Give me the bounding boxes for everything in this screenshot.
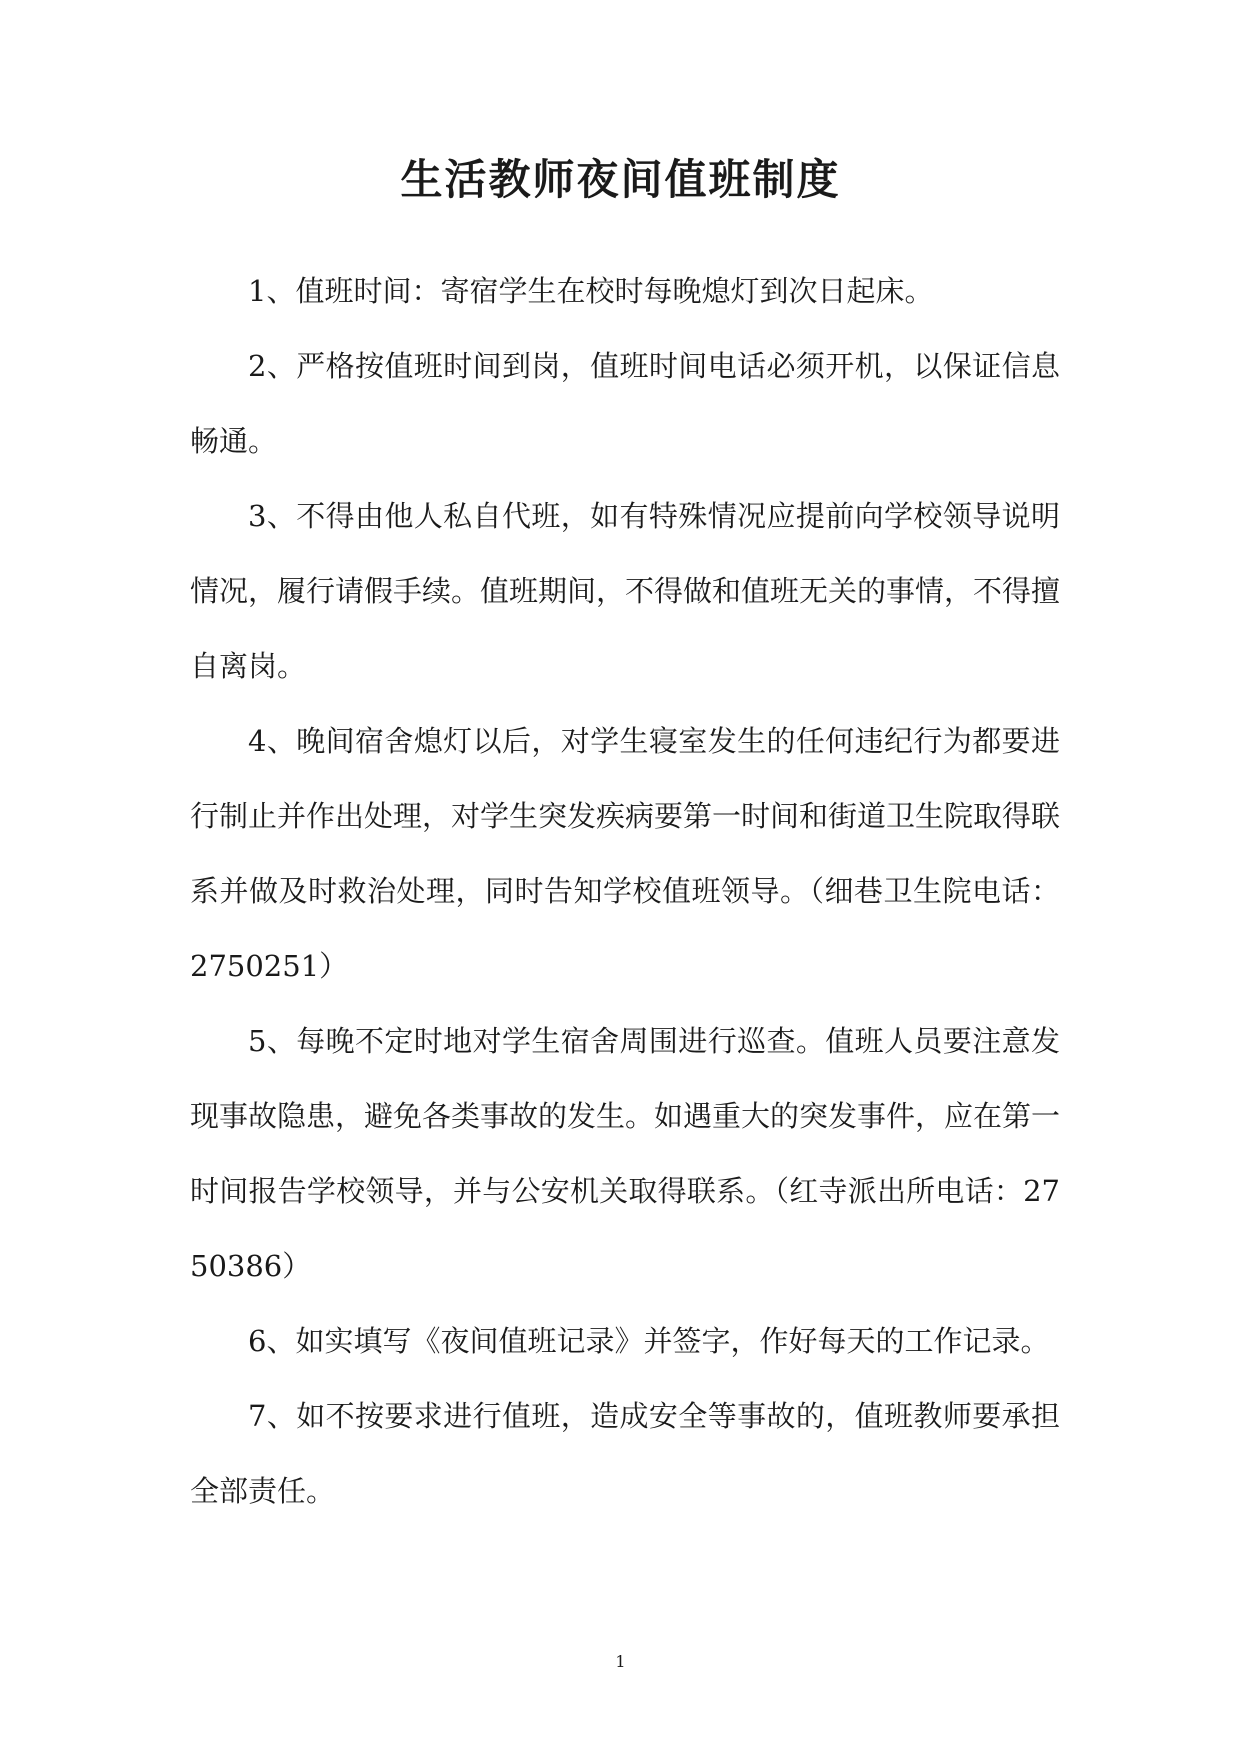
paragraph-1: 1、值班时间：寄宿学生在校时每晚熄灯到次日起床。	[248, 274, 934, 308]
paragraph-7: 7、如不按要求进行值班，造成安全等事故的，值班教师要承担全部责任。	[190, 1399, 1060, 1508]
paragraph-6: 6、如实填写《夜间值班记录》并签字，作好每天的工作记录。	[248, 1324, 1050, 1358]
page-number: 1	[615, 1652, 626, 1671]
paragraph-3: 3、不得由他人私自代班，如有特殊情况应提前向学校领导说明情况，履行请假手续。值班期间，不得做和值班无关的事情，不得擅自离岗。	[190, 499, 1061, 683]
paragraph-4: 4、晚间宿舍熄灯以后，对学生寝室发生的任何违纪行为都要进行制止并作出处理，对学生突发疾病要第一时间和街道卫生院取得联系并做及时救治处理，同时告知学校值班领导。（细巷卫生院电话：2750251）	[190, 724, 1061, 983]
paragraph-5: 5、每晚不定时地对学生宿舍周围进行巡查。值班人员要注意发现事故隐患，避免各类事故的发生。如遇重大的突发事件，应在第一时间报告学校领导，并与公安机关取得联系。（红寺派出所电话：2750386）	[190, 1024, 1061, 1283]
document-title: 生活教师夜间值班制度	[400, 155, 841, 204]
paragraph-2: 2、严格按值班时间到岗，值班时间电话必须开机，以保证信息畅通。	[190, 349, 1060, 458]
document-body	[190, 254, 1060, 1529]
